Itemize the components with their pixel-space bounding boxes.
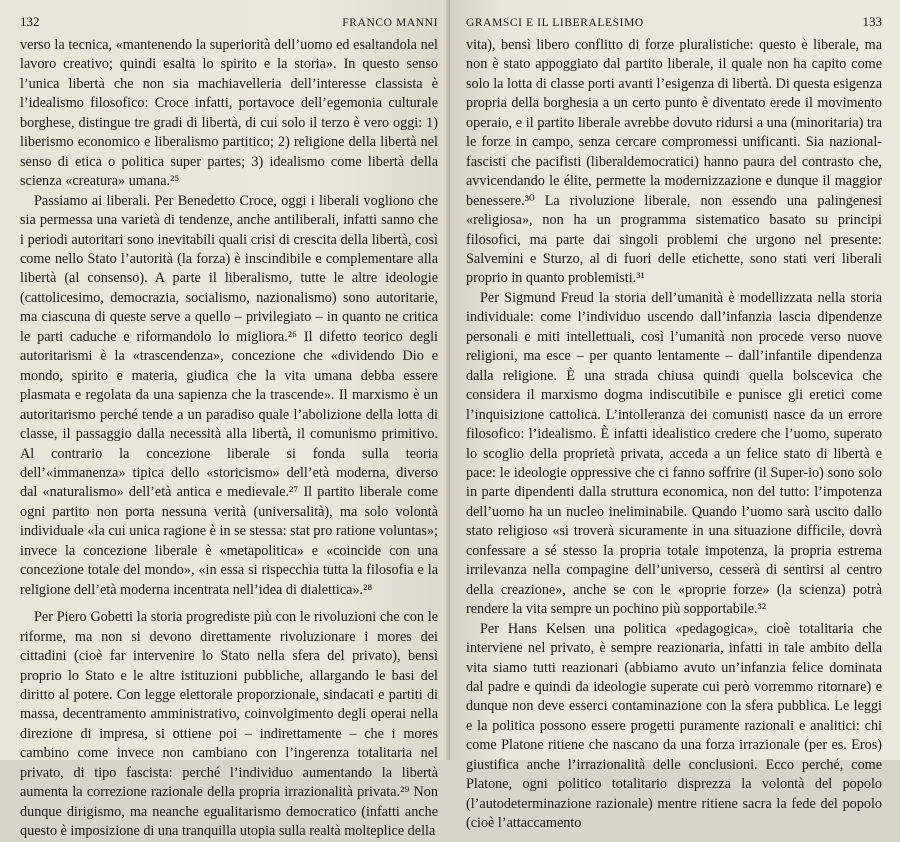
- right-page: [450, 0, 900, 832]
- left-paragraph-1: verso la tecnica, «mantenendo la superiorità dell’uomo ed esaltandola nel lavoro creativo; quindi esalta lo spirito e la storia». In questo senso l’unica libertà che non sia machiavelleria dell’interesse classista è l’idealismo filosofico: Croce infatti, portavoce dell’egemonia culturale borghese, distingue tre gradi di libertà, di cui solo il terzo è vero oggi: 1) liberismo economico e liberalismo partitico; 2) religione della libertà nel senso di etica o politica super partes; 3) idealismo come libertà della scienza «creatura» umana.²⁵: [20, 37, 438, 190]
- right-header-title: GRAMSCI E IL LIBERALESIMO: [466, 17, 644, 29]
- right-paragraph-3: Per Hans Kelsen una politica «pedagogica», cioè totalitaria che interviene nel privato, è sempre reazionaria, infatti in tale ambito della vita siamo tutti reazionari (abbiamo avuto un’infanzia felice dominata dal padre e quindi da ideologie superate cui però vorremmo ritornare) e dunque non deve esserci contaminazione con la sfera pubblica. Le leggi e la politica possono essere progetti puramente razionali e analitici: chi come Platone ritiene che nascano da una forza irrazionale (per es. Eros) giustifica anche l’irrazionalità delle conclusioni. Ecco perché, come Platone, ogni politico totalitario disprezza la volontà del popolo (l’autodeterminazione razionale) mentre ritiene sacra la fede del popolo (cioè l’attaccamento: [466, 620, 882, 832]
- left-page-number: 132: [20, 14, 40, 29]
- left-page: [0, 0, 450, 840]
- left-paragraph-2: Passiamo ai liberali. Per Benedetto Croce, oggi i liberali vogliono che sia permessa una varietà di tendenze, anche antiliberali, infatti sanno che i periodi autoritari sono inevitabili quali crisi di crescita della libertà, così come nello Stato l’autorità (la forza) è inscindibile e complementare alla libertà (al consenso). A parte il liberalismo, tutte le altre ideologie (cattolicesimo, democrazia, socialismo, nazionalismo) sono autoritarie, ma ciascuna di queste serve a quello – privilegiato – in quanto ne critica le parti caduche e riformandolo lo migliora.²⁶ Il difetto teorico degli autoritarismi è la «trascendenza», concezione che «dividendo Dio e mondo, spirito e materia, giudica che la vita umana debba essere plasmata e regolata da una sapienza che la trascende». Il marxismo è un autoritarismo perché tende a un paradiso quale l’abolizione della lotta di classe, il passaggio dalla necessità alla libertà, il comunismo primitivo. Al contrario la concezione liberale si fonda sulla teoria dell’«immanenza» tipica dello «storicismo» dell’età moderna, diverso dal «naturalismo» dell’età antica e medievale.²⁷ Il partito liberale come ogni partito non porta nessuna verità (universalità), ma solo volontà individuale «la cui unica ragione è in se stessa: stat pro ratione voluntas»; invece la concezione liberale è «metapolitica» e «coincide con una concezione totale del mondo», «in essa si rispecchia tutta la filosofia e la religione dell’età moderna incentrata nell’idea di dialettica».²⁸: [20, 192, 438, 598]
- left-running-head: [20, 14, 438, 32]
- right-text-body: [466, 36, 882, 834]
- right-running-head: [466, 14, 882, 32]
- right-paragraph-1: vita), bensì libero conflitto di forze pluralistiche: questo è liberale, ma non è stato appoggiato dal partito liberale, il quale non ha capito come solo la lotta di classe porti avanti l’esigenza di libertà. Di questa esigenza propria della borghesia a un certo punto è diventato erede il movimento operaio, e il partito liberale avrebbe dovuto ridursi a una (minoritaria) tra le forze in campo, senza cercare compromessi unificanti. Sia nazional-fascisti che pacifisti (liberaldemocratici) hanno paura del contrasto che, avvicendando le élite, permette la modernizzazione e dunque il maggior benessere.³⁰ La rivoluzione liberale, non essendo una palingenesi «religiosa», non ha un programma sistematico basato su principi filosofici, ma parte dai singoli problemi che urgono nel presente: Salvemini e Sturzo, al di fuori delle etichette, sono stati veri liberali proprio in quanto problemisti.³¹: [466, 37, 882, 287]
- left-paragraph-3: Per Piero Gobetti la storia progrediste più con le rivoluzioni che con le riforme, ma non si devono direttamente rivoluzionare i mores dei cittadini (cioè far intervenire lo Stato nella sfera del privato), bensì proprio lo Stato e le altre istituzioni pubbliche, allargando le basi del diritto al potere. Con legge elettorale proporzionale, sindacati e partiti di massa, decentramento amministrativo, coinvolgimento degli operai nella direzione di impresa, si ottiene poi – indirettamente – che i mores cambino come invece non cambiano con l’ingerenza totalitaria nel privato, di tipo fascista: perché l’individuo aumentando la libertà aumenta la correzione razionale della propria irrazionalità privata.²⁹ Non dunque dirigismo, ma neanche egualitarismo democratico (infatti anche questo è imposizione di una tranquilla utopia sulla realtà molteplice della: [20, 609, 438, 840]
- right-page-number: 133: [862, 14, 882, 29]
- right-paragraph-2: Per Sigmund Freud la storia dell’umanità è modellizzata nella storia individuale: come l’individuo uscendo dall’infanzia lascia dipendenze personali e miti intellettuali, così l’umanità non procede verso nuove religioni, ma esce – per quanto lentamente – dall’infantile dipendenza dalla religione. È una strada chiusa quindi quella bolscevica che considera il marxismo dogma indiscutibile e punisce gli eretici come l’inquisizione cattolica. L’intolleranza dei comunisti nasce da un errore filosofico: l’idealismo. È infatti idealistico credere che l’uomo, superato lo scoglio della proprietà privata, acceda a un felice stato di libertà e pace: le ideologie oppressive che ci fanno soffrire (il Super-io) sono solo in parte dipendenti dalla struttura economica, non del tutto: l’impotenza dell’uomo ha un nucleo ineliminabile. Quando l’uomo sarà uscito dallo stato religioso «si troverà sicuramente in una situazione difficile, dovrà confessare a sé stesso la propria totale impotenza, la propria estrema irrilevanza nella compagine dell’universo, cesserà di sentirsi al centro della creazione», anche se con le «proprie forze» (la scienza) potrà rendere la vita sempre un pochino più sopportabile.³²: [466, 289, 882, 618]
- left-text-body: [20, 36, 438, 842]
- left-header-title: FRANCO MANNI: [342, 17, 438, 29]
